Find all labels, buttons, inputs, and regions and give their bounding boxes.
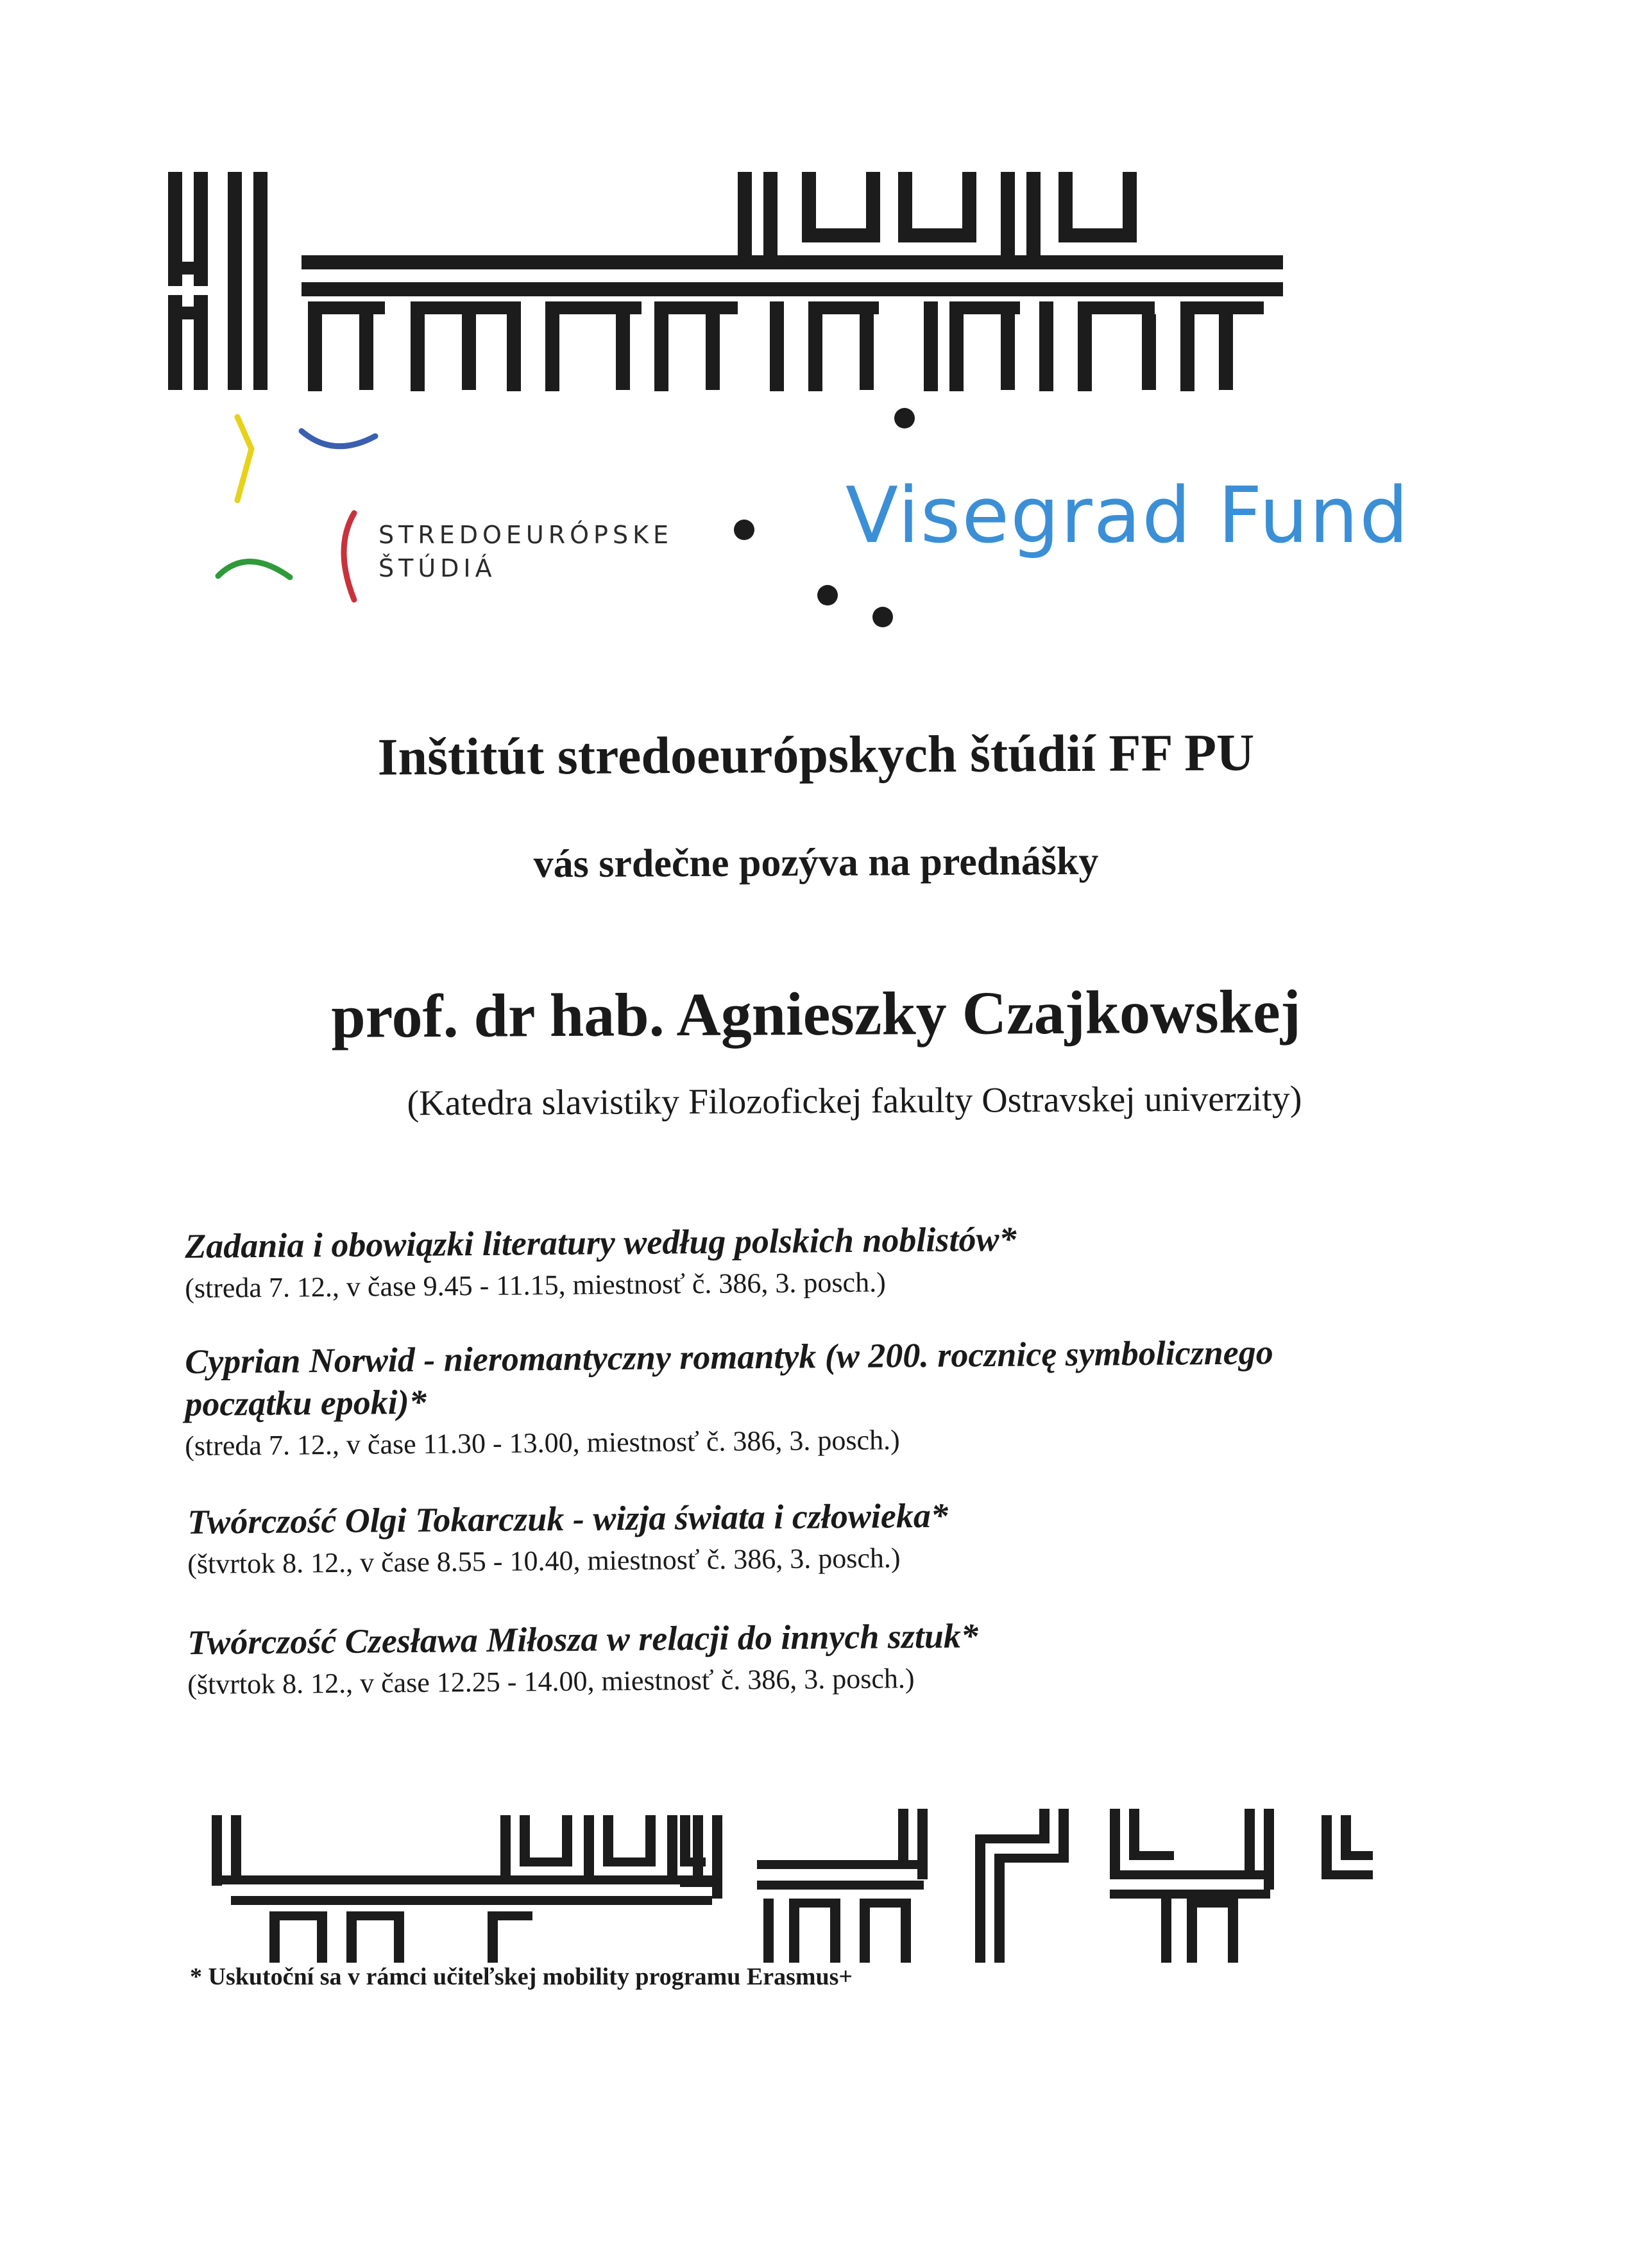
lecture-item	[187, 1496, 1470, 1582]
lecture-title: Twórczość Czesława Miłosza w relacji do innych sztuk*	[187, 1616, 979, 1662]
lecture-item	[185, 1219, 1468, 1306]
visegrad-fund-logo: Visegrad Fund	[846, 471, 1410, 561]
lecture-title: Twórczość Olgi Tokarczuk - wizja świata i człowieka*	[187, 1496, 949, 1541]
lecture-meta: (štvrtok 8. 12., v čase 12.25 - 14.00, miestnosť č. 386, 3. posch.)	[187, 1663, 915, 1700]
institute-heading: Inštitút stredoeurópskych štúdií FF PU	[377, 723, 1255, 786]
lecture-item	[185, 1333, 1468, 1464]
lecture-title: Zadania i obowiązki literatury według polskich noblistów*	[185, 1219, 1017, 1265]
logo-line-1: STREDOEURÓPSKE	[378, 521, 674, 549]
lecture-title: Cyprian Norwid - nieromantyczny romantyk (w 200. rocznicę symbolicznego	[185, 1333, 1274, 1381]
lecturer-name: prof. dr hab. Agnieszky Czajkowskej	[331, 977, 1301, 1051]
stredoeuropske-logo-text	[378, 523, 673, 580]
lecture-title-continued: początku epoki)*	[185, 1382, 427, 1423]
lecture-item	[187, 1616, 1470, 1702]
invitation-text: vás srdečne pozýva na prednášky	[533, 839, 1099, 886]
lecturer-department: (Katedra slavistiky Filozofickej fakulty Ostravskej univerzity)	[407, 1079, 1302, 1124]
lecture-meta: (streda 7. 12., v čase 9.45 - 11.15, miestnosť č. 386, 3. posch.)	[185, 1266, 886, 1304]
logo-line-2: ŠTÚDIÁ	[378, 554, 497, 582]
lecture-meta: (streda 7. 12., v čase 11.30 - 13.00, miestnosť č. 386, 3. posch.)	[185, 1424, 900, 1462]
lecture-meta: (štvrtok 8. 12., v čase 8.55 - 10.40, miestnosť č. 386, 3. posch.)	[187, 1542, 901, 1580]
footnote: * Uskutoční sa v rámci učiteľskej mobility programu Erasmus+	[190, 1963, 853, 1990]
